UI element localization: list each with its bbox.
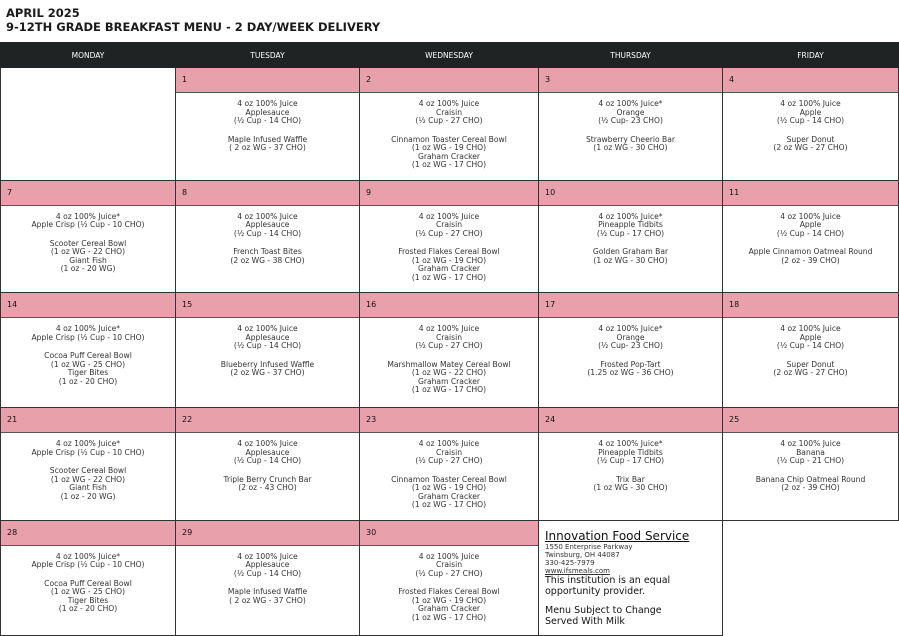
menu-line: (1 oz WG - 25 CHO): [50, 360, 126, 369]
menu-line: Apple Cinnamon Oatmeal Round: [748, 248, 873, 256]
empty-cell: [1, 68, 176, 181]
day-cell-content: [360, 521, 538, 635]
day-number: 4: [723, 68, 898, 93]
day-cell: [360, 520, 539, 635]
day-menu: [723, 206, 898, 293]
day-cell-content: [1, 293, 175, 407]
day-menu: [360, 206, 538, 293]
menu-line: Blueberry Infused Waffle: [220, 360, 315, 369]
menu-line: 4 oz 100% Juice: [780, 440, 841, 448]
day-cell: [176, 180, 360, 293]
day-number: 15: [176, 293, 359, 318]
info-cell: [539, 520, 723, 635]
menu-line: Graham Cracker: [417, 265, 481, 273]
company-name: Innovation Food Service: [545, 528, 690, 543]
day-menu: [1, 318, 175, 407]
day-cell: [1, 180, 176, 293]
day-number: 10: [539, 181, 722, 206]
menu-line: (½ Cup - 14 CHO): [233, 569, 302, 578]
menu-line: 4 oz 100% Juice: [780, 100, 841, 108]
menu-line: Strawberry Cheerio Bar: [585, 135, 676, 144]
menu-line: Apple Crisp (½ Cup - 10 CHO): [31, 448, 145, 457]
day-cell: [176, 520, 360, 635]
menu-group-entree: [539, 248, 722, 265]
menu-group-sides: [176, 213, 359, 239]
menu-line: (½ Cup - 27 CHO): [415, 117, 483, 125]
menu-line: Frosted Flakes Cereal Bowl: [398, 588, 500, 596]
day-cell-content: [723, 293, 898, 407]
menu-group-sides: [1, 325, 175, 342]
weekday-wednesday: WEDNESDAY: [360, 43, 539, 68]
menu-note-change: Menu Subject to Change: [545, 604, 662, 616]
day-cell-content: [360, 293, 538, 407]
menu-line: Graham Cracker: [417, 152, 481, 161]
day-menu: [539, 433, 722, 520]
info-panel: [539, 521, 722, 635]
day-menu: [1, 546, 175, 635]
day-number: 23: [360, 408, 538, 433]
menu-line: Applesauce: [245, 221, 290, 229]
day-cell-content: [723, 181, 898, 293]
day-menu: [539, 206, 722, 293]
day-menu: [539, 93, 722, 180]
menu-line: 4 oz 100% Juice*: [55, 552, 121, 561]
menu-line: (1 oz WG - 17 CHO): [411, 161, 487, 169]
menu-line: 4 oz 100% Juice*: [598, 100, 663, 108]
day-cell: [176, 68, 360, 181]
menu-line: Banana: [796, 448, 825, 457]
menu-line: Super Donut: [786, 360, 835, 369]
day-menu: [360, 546, 538, 635]
menu-group-entree: [539, 476, 722, 493]
day-cell-content: [539, 293, 722, 407]
menu-line: Orange: [616, 333, 645, 342]
day-cell-content: [723, 408, 898, 520]
menu-line: (½ Cup - 27 CHO): [415, 342, 483, 350]
day-cell: [1, 408, 176, 521]
menu-group-entree: [539, 361, 722, 378]
menu-line: Super Donut: [786, 135, 835, 144]
menu-line: (1 oz WG - 30 CHO): [593, 256, 668, 265]
day-cell-content: [360, 408, 538, 520]
week-row: [1, 293, 899, 408]
menu-group-entree: [1, 467, 175, 501]
menu-line: 4 oz 100% Juice*: [598, 325, 663, 333]
weekday-tuesday: TUESDAY: [176, 43, 360, 68]
menu-line: (1 oz - 20 CHO): [58, 377, 118, 386]
weekday-bar: [1, 43, 899, 68]
menu-line: 4 oz 100% Juice: [418, 212, 480, 221]
menu-line: (2 oz - 39 CHO): [781, 256, 840, 265]
menu-group-entree: [1, 240, 175, 274]
menu-group-sides: [723, 213, 898, 239]
day-number: 22: [176, 408, 359, 433]
menu-line: (½ Cup - 27 CHO): [415, 457, 483, 465]
menu-line: Cinnamon Toaster Cereal Bowl: [391, 475, 507, 484]
menu-line: Frosted Flakes Cereal Bowl: [398, 248, 500, 256]
menu-line: (1 oz - 20 WG): [60, 492, 116, 501]
website-link[interactable]: www.ifsmeals.com: [545, 566, 610, 575]
menu-line: (1 oz WG - 19 CHO): [411, 256, 487, 265]
menu-line: (1 oz WG - 17 CHO): [411, 273, 487, 282]
menu-line: Cocoa Puff Cereal Bowl: [44, 352, 132, 360]
menu-line: (1 oz WG - 22 CHO): [411, 369, 487, 377]
menu-group-entree: [176, 136, 359, 153]
menu-line: Marshmallow Matey Cereal Bowl: [387, 360, 511, 369]
day-cell: [360, 408, 539, 521]
weekday-thursday: THURSDAY: [539, 43, 723, 68]
menu-group-entree: [1, 352, 175, 386]
menu-line: (1 oz - 20 CHO): [58, 605, 118, 613]
week-row: [1, 180, 899, 293]
menu-line: (½ Cup - 27 CHO): [415, 229, 483, 238]
menu-line: 4 oz 100% Juice: [237, 440, 298, 448]
day-menu: [176, 318, 359, 407]
day-number: 18: [723, 293, 898, 318]
day-cell-content: [1, 408, 175, 520]
menu-line: Graham Cracker: [417, 377, 481, 386]
day-menu: [723, 318, 898, 407]
day-number: 11: [723, 181, 898, 206]
day-cell: [1, 520, 176, 635]
day-cell-content: [360, 68, 538, 180]
menu-group-entree: [723, 361, 898, 378]
menu-line: (½ Cup - 27 CHO): [415, 569, 483, 578]
menu-line: Scooter Cereal Bowl: [49, 467, 127, 475]
menu-line: 4 oz 100% Juice: [418, 440, 480, 448]
menu-group-sides: [539, 440, 722, 466]
day-number: 16: [360, 293, 538, 318]
menu-line: (1 oz WG - 17 CHO): [411, 501, 487, 509]
menu-group-sides: [176, 325, 359, 351]
menu-group-sides: [1, 440, 175, 457]
menu-line: Tiger Bites: [67, 369, 109, 377]
phone-number: 330-425-7979: [545, 558, 595, 567]
menu-line: (½ Cup - 14 CHO): [233, 342, 302, 350]
day-cell-content: [539, 181, 722, 293]
menu-line: (1 oz WG - 25 CHO): [50, 588, 126, 596]
menu-line: 4 oz 100% Juice: [237, 325, 298, 333]
day-number: 25: [723, 408, 898, 433]
weekday-friday: FRIDAY: [723, 43, 899, 68]
day-cell: [1, 293, 176, 408]
day-menu: [176, 433, 359, 520]
menu-group-sides: [1, 213, 175, 230]
menu-group-sides: [360, 325, 538, 351]
menu-line: Trix Bar: [616, 475, 645, 484]
menu-line: 4 oz 100% Juice: [237, 100, 298, 108]
day-cell-content: [176, 293, 359, 407]
menu-group-sides: [723, 325, 898, 351]
menu-month: APRIL 2025: [6, 6, 80, 20]
menu-group-entree: [176, 588, 359, 605]
day-cell-content: [539, 408, 722, 520]
menu-group-sides: [176, 553, 359, 579]
menu-line: (½ Cup - 14 CHO): [776, 342, 845, 350]
menu-line: (1 oz WG - 17 CHO): [411, 613, 487, 622]
day-cell: [539, 293, 723, 408]
menu-line: Maple Infused Waffle: [227, 588, 308, 596]
menu-group-sides: [360, 100, 538, 126]
day-number: 21: [1, 408, 175, 433]
menu-group-entree: [176, 361, 359, 378]
menu-line: Apple: [799, 333, 822, 342]
menu-line: ( 2 oz WG - 37 CHO): [229, 596, 306, 605]
menu-group-entree: [176, 476, 359, 493]
weekday-monday: MONDAY: [1, 43, 176, 68]
menu-line: (½ Cup - 14 CHO): [233, 457, 302, 465]
menu-line: (1 oz WG - 19 CHO): [411, 484, 487, 492]
menu-group-entree: [723, 136, 898, 153]
menu-line: 4 oz 100% Juice*: [598, 440, 663, 448]
day-menu: [176, 93, 359, 180]
menu-group-entree: [360, 361, 538, 395]
day-menu: [360, 433, 538, 520]
menu-line: Orange: [616, 108, 645, 117]
menu-note-milk: Served With Milk: [545, 615, 625, 627]
menu-group-sides: [360, 213, 538, 239]
menu-line: Giant Fish: [69, 256, 107, 265]
day-cell-content: [176, 181, 359, 293]
menu-group-sides: [539, 100, 722, 126]
menu-group-entree: [723, 248, 898, 265]
day-cell-content: [176, 408, 359, 520]
day-cell: [723, 68, 899, 181]
menu-line: (½ Cup - 14 CHO): [233, 117, 302, 125]
menu-line: (2 oz WG - 37 CHO): [230, 369, 305, 377]
menu-group-entree: [360, 476, 538, 510]
week-row: [1, 68, 899, 181]
menu-line: Craisin: [435, 221, 463, 229]
menu-line: ( 2 oz WG - 37 CHO): [229, 144, 306, 152]
day-menu: [539, 318, 722, 407]
menu-line: Craisin: [435, 448, 463, 457]
menu-line: 4 oz 100% Juice*: [55, 212, 121, 221]
day-cell: [360, 68, 539, 181]
menu-line: Frosted Pop-Tart: [600, 360, 661, 369]
day-number: 9: [360, 181, 538, 206]
menu-line: Golden Graham Bar: [592, 248, 669, 256]
day-cell: [176, 408, 360, 521]
menu-line: Applesauce: [245, 448, 290, 457]
day-cell: [539, 180, 723, 293]
menu-line: 4 oz 100% Juice: [237, 212, 298, 221]
menu-group-sides: [360, 440, 538, 466]
menu-line: (2 oz - 43 CHO): [238, 484, 297, 492]
day-menu: [723, 433, 898, 520]
menu-line: 4 oz 100% Juice: [418, 325, 480, 333]
day-menu: [1, 206, 175, 293]
menu-line: (1.25 oz WG - 36 CHO): [587, 369, 674, 377]
menu-line: (1 oz - 20 WG): [60, 265, 116, 273]
menu-line: Tiger Bites: [67, 596, 109, 605]
menu-line: (1 oz WG - 19 CHO): [411, 596, 487, 605]
menu-line: 4 oz 100% Juice*: [55, 325, 121, 333]
day-menu: [1, 433, 175, 520]
day-number: 8: [176, 181, 359, 206]
menu-line: (2 oz WG - 27 CHO): [773, 144, 848, 152]
day-number: 3: [539, 68, 722, 93]
menu-line: Pineapple Tidbits: [598, 448, 663, 457]
menu-line: (1 oz WG - 22 CHO): [50, 475, 126, 484]
equal-opportunity-statement: This institution is an equal opportunity provider.: [545, 574, 671, 597]
menu-group-entree: [539, 136, 722, 153]
menu-line: (½ Cup - 14 CHO): [776, 117, 845, 125]
menu-line: (2 oz WG - 27 CHO): [773, 369, 848, 377]
menu-line: 4 oz 100% Juice*: [598, 212, 663, 221]
menu-line: Craisin: [435, 561, 463, 569]
menu-line: (1 oz WG - 22 CHO): [50, 248, 126, 256]
day-number: 14: [1, 293, 175, 318]
menu-line: Applesauce: [245, 561, 290, 569]
day-number: 28: [1, 521, 175, 546]
day-menu: [176, 206, 359, 293]
day-cell-content: [360, 181, 538, 293]
day-cell: [176, 293, 360, 408]
menu-header: [6, 6, 380, 34]
day-cell: [539, 408, 723, 521]
menu-line: (½ Cup- 23 CHO): [598, 342, 663, 350]
day-cell-content: [723, 68, 898, 180]
menu-calendar: [0, 42, 899, 636]
menu-line: Applesauce: [245, 333, 290, 342]
day-menu: [176, 546, 359, 635]
menu-line: (½ Cup - 14 CHO): [233, 229, 302, 238]
menu-line: (½ Cup- 23 CHO): [598, 117, 663, 125]
day-number: 24: [539, 408, 722, 433]
day-cell-content: [1, 181, 175, 293]
menu-line: (½ Cup - 21 CHO): [776, 457, 845, 465]
menu-line: (½ Cup - 14 CHO): [776, 229, 845, 238]
menu-line: (½ Cup - 17 CHO): [596, 229, 665, 238]
day-cell: [723, 180, 899, 293]
menu-group-sides: [176, 100, 359, 126]
menu-line: (2 oz WG - 38 CHO): [230, 256, 305, 265]
menu-line: 4 oz 100% Juice: [418, 100, 480, 108]
menu-line: 4 oz 100% Juice: [780, 325, 841, 333]
menu-title: 9-12TH GRADE BREAKFAST MENU - 2 DAY/WEEK DELIVERY: [6, 20, 381, 34]
menu-line: 4 oz 100% Juice: [237, 552, 298, 561]
menu-line: (1 oz WG - 19 CHO): [411, 144, 487, 152]
day-cell: [723, 293, 899, 408]
menu-line: (2 oz - 39 CHO): [781, 484, 840, 492]
day-cell: [360, 293, 539, 408]
menu-line: (1 oz WG - 30 CHO): [593, 484, 668, 492]
menu-line: Apple: [799, 221, 822, 229]
day-cell-content: [176, 521, 359, 635]
menu-line: Giant Fish: [69, 484, 107, 492]
menu-group-entree: [360, 248, 538, 282]
day-cell-content: [539, 68, 722, 180]
week-row: [1, 520, 899, 635]
menu-line: Applesauce: [245, 108, 290, 117]
day-number: 30: [360, 521, 538, 546]
day-number: 29: [176, 521, 359, 546]
day-number: 1: [176, 68, 359, 93]
day-cell-content: [176, 68, 359, 180]
day-cell: [360, 180, 539, 293]
menu-line: 4 oz 100% Juice: [780, 212, 841, 221]
day-menu: [360, 318, 538, 407]
menu-line: Apple Crisp (½ Cup - 10 CHO): [31, 333, 145, 342]
menu-group-entree: [360, 136, 538, 170]
menu-line: (1 oz WG - 17 CHO): [411, 386, 487, 394]
day-cell-content: [1, 521, 175, 635]
address-line-2: Twinsburg, OH 44087: [545, 550, 620, 559]
menu-line: (1 oz WG - 30 CHO): [593, 144, 668, 152]
menu-group-sides: [539, 213, 722, 239]
menu-line: French Toast Bites: [233, 248, 302, 256]
day-menu: [360, 93, 538, 180]
menu-group-sides: [723, 440, 898, 466]
day-number: 2: [360, 68, 538, 93]
menu-group-entree: [723, 476, 898, 493]
menu-line: Cinnamon Toaster Cereal Bowl: [391, 135, 507, 144]
menu-line: Apple Crisp (½ Cup - 10 CHO): [31, 561, 145, 569]
day-number: 17: [539, 293, 722, 318]
menu-line: Graham Cracker: [417, 492, 481, 501]
menu-group-sides: [1, 553, 175, 570]
menu-group-sides: [539, 325, 722, 351]
menu-line: Banana Chip Oatmeal Round: [755, 475, 866, 484]
day-menu: [723, 93, 898, 180]
menu-line: Pineapple Tidbits: [598, 221, 663, 229]
menu-group-entree: [1, 580, 175, 614]
menu-line: Craisin: [435, 333, 463, 342]
menu-line: Graham Cracker: [417, 605, 481, 613]
day-cell: [539, 68, 723, 181]
day-number: 7: [1, 181, 175, 206]
menu-line: Craisin: [435, 108, 463, 117]
menu-line: Apple: [799, 108, 822, 117]
menu-group-sides: [723, 100, 898, 126]
menu-line: Triple Berry Crunch Bar: [223, 475, 312, 484]
menu-group-entree: [176, 248, 359, 265]
menu-line: 4 oz 100% Juice*: [55, 440, 121, 448]
address-line-1: 1550 Enterprise Parkway: [545, 542, 633, 551]
menu-line: Cocoa Puff Cereal Bowl: [44, 579, 132, 588]
week-row: [1, 408, 899, 521]
menu-group-sides: [176, 440, 359, 466]
menu-line: 4 oz 100% Juice: [418, 552, 480, 561]
menu-line: Apple Crisp (½ Cup - 10 CHO): [31, 221, 145, 229]
menu-line: Maple Infused Waffle: [227, 135, 308, 144]
menu-line: Scooter Cereal Bowl: [49, 239, 127, 248]
menu-line: (½ Cup - 17 CHO): [596, 457, 665, 465]
day-cell: [723, 408, 899, 521]
menu-group-sides: [360, 553, 538, 579]
